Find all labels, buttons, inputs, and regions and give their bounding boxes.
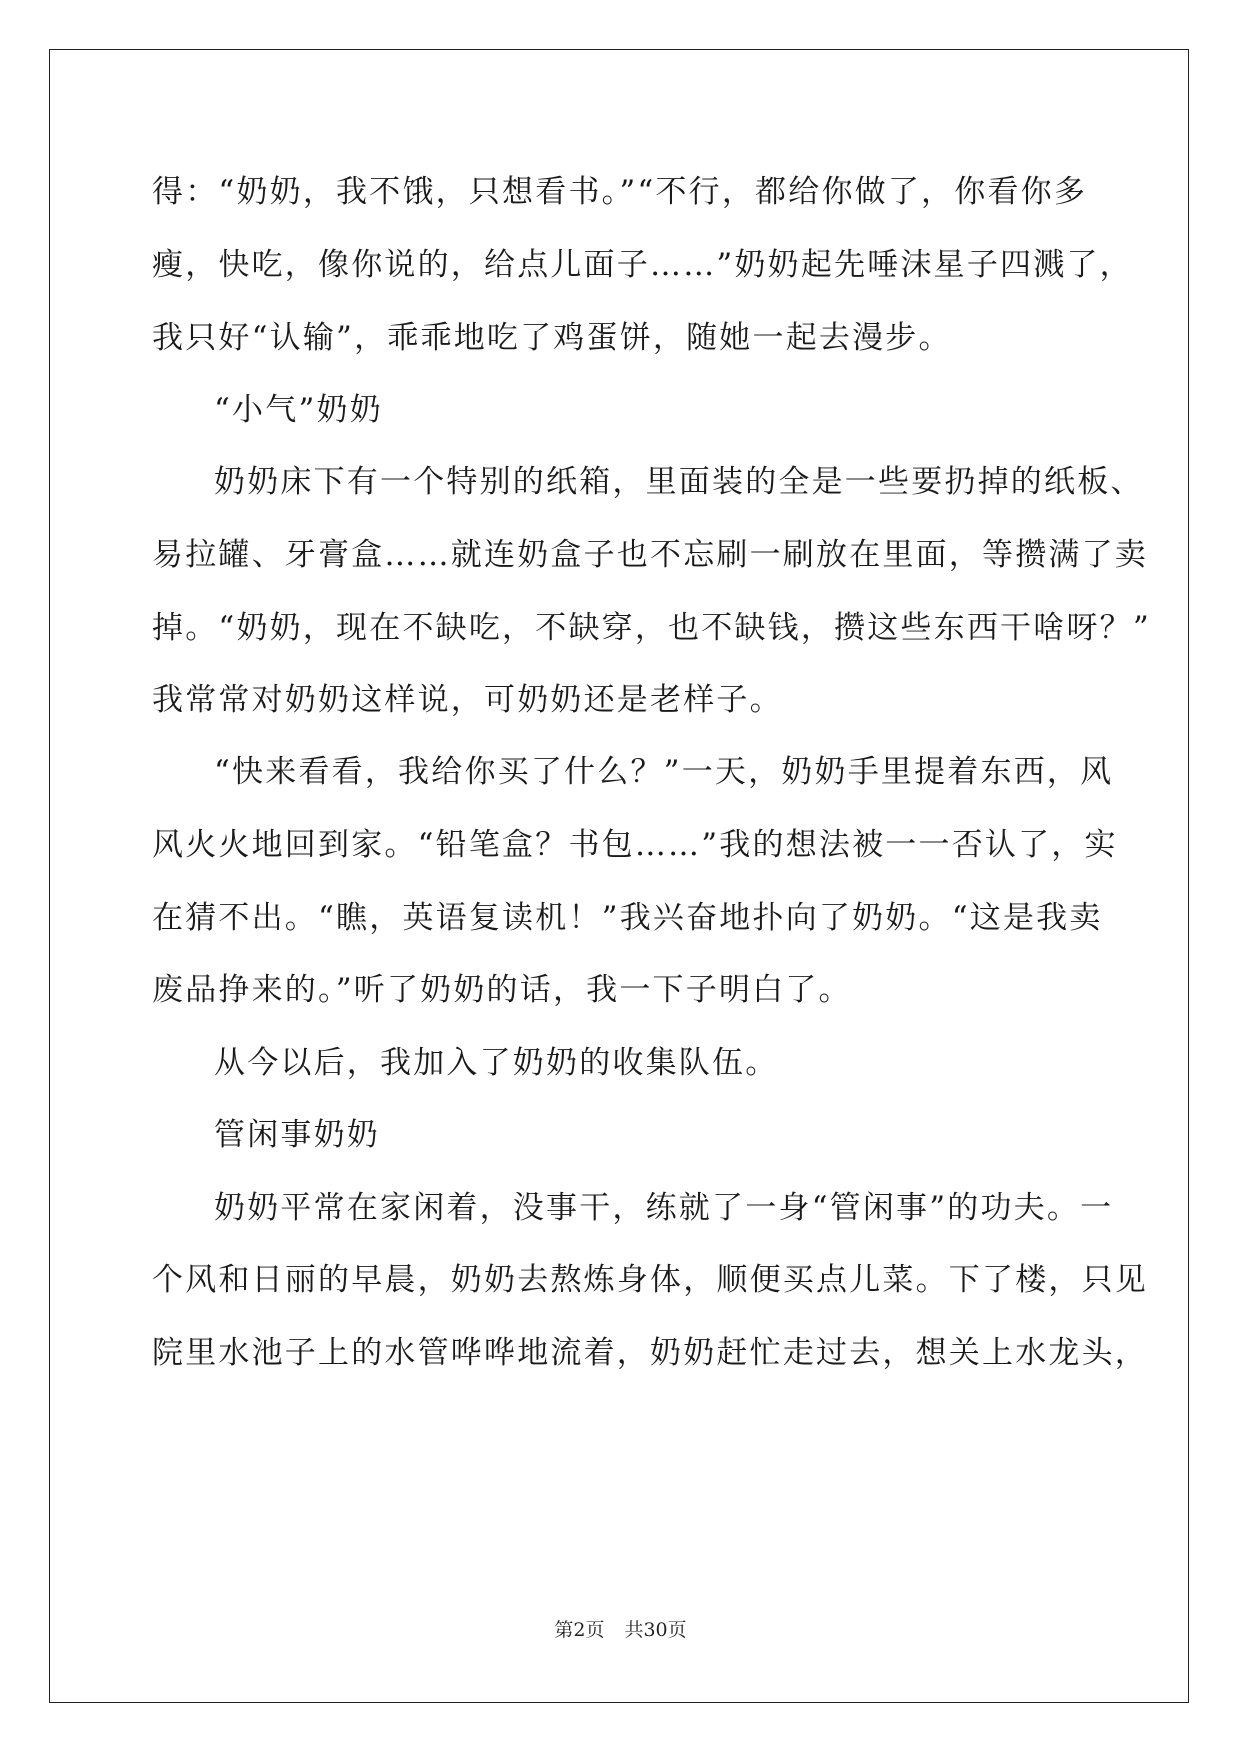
text-line: 个风和日丽的早晨，奶奶去熬炼身体，顺便买点儿菜。下了楼，只见 [152,1262,1148,1298]
text-line: 易拉罐、牙膏盒……就连奶盒子也不忘刷一刷放在里面，等攒满了卖 [152,537,1148,573]
page-footer [0,1618,1241,1642]
text-line: 掉。“奶奶，现在不缺吃，不缺穿，也不缺钱，攒这些东西干啥呀？” [152,610,1151,646]
text-line: 奶奶平常在家闲着，没事干，练就了一身“管闲事”的功夫。一 [214,1190,1114,1226]
text-line: 风火火地回到家。“铅笔盒？书包……”我的想法被一一否认了，实 [152,827,1118,863]
text-line: 奶奶床下有一个特别的纸箱，里面装的全是一些要扔掉的纸板、 [214,464,1144,500]
text-line: 我只好“认输”，乖乖地吃了鸡蛋饼，随她一起去漫步。 [152,320,952,356]
page-number: 第2页 [554,1619,605,1641]
text-line: 从今以后，我加入了奶奶的收集队伍。 [214,1045,779,1081]
text-line: 得：“奶奶，我不饿，只想看书。”“不行，都给你做了，你看你多 [152,174,1088,210]
text-line: 我常常对奶奶这样说，可奶奶还是老样子。 [152,682,783,718]
page-total: 共30页 [624,1619,687,1641]
text-line: 瘦，快吃，像你说的，给点儿面子……”奶奶起先唾沫星子四溅了， [152,247,1133,283]
section-heading: 管闲事奶奶 [214,1117,380,1153]
section-heading: “小气”奶奶 [214,392,383,428]
text-line: “快来看看，我给你买了什么？”一天，奶奶手里提着东西，风 [214,754,1114,790]
page-border [49,49,1189,1703]
text-line: 在猜不出。“瞧，英语复读机！”我兴奋地扑向了奶奶。“这是我卖 [152,900,1103,936]
text-line: 院里水池子上的水管哗哗地流着，奶奶赶忙走过去，想关上水龙头， [152,1335,1148,1371]
text-line: 废品挣来的。”听了奶奶的话，我一下子明白了。 [152,972,852,1008]
